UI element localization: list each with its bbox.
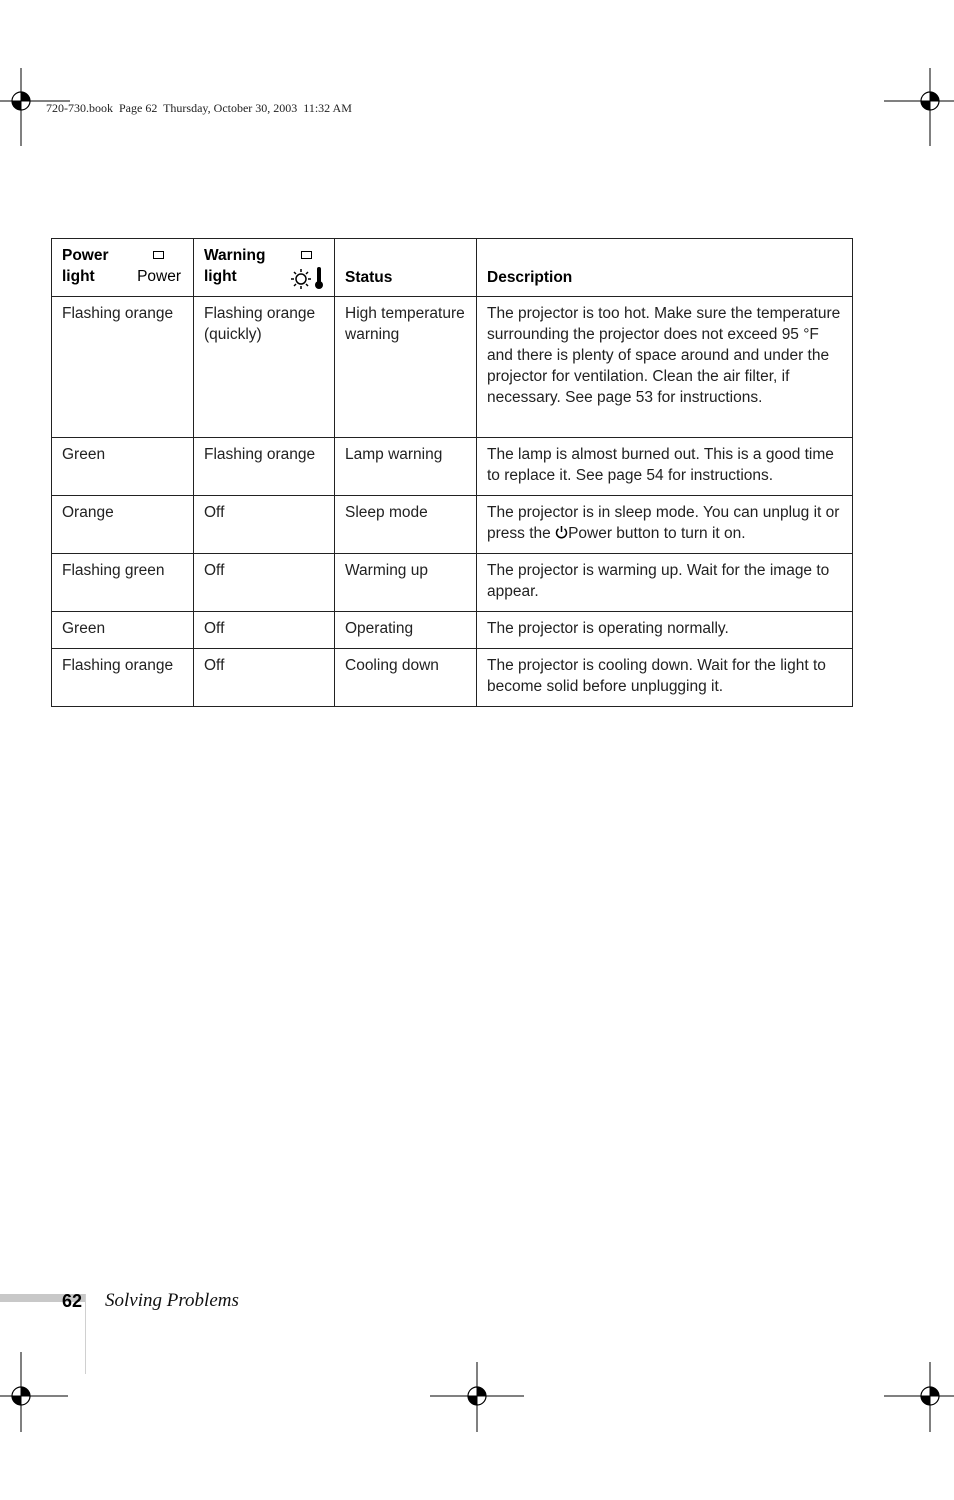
thermometer-icon bbox=[314, 266, 324, 290]
table-row bbox=[52, 649, 853, 707]
header-power-sublabel: Power bbox=[137, 268, 181, 285]
cell-power-light: Flashing orange bbox=[52, 297, 194, 438]
warning-indicator-icon bbox=[301, 251, 312, 259]
description-text-after: button to turn it on. bbox=[612, 525, 746, 542]
cell-power-light: Flashing green bbox=[52, 554, 194, 612]
print-slug: 720-730.book Page 62 Thursday, October 30, 2003 11:32 AM bbox=[46, 101, 352, 115]
cell-warning-light: Off bbox=[194, 612, 335, 649]
warning-symbols bbox=[290, 266, 324, 290]
header-status: Status bbox=[335, 239, 477, 297]
cell-status: Sleep mode bbox=[335, 496, 477, 554]
header-description: Description bbox=[477, 239, 853, 297]
cell-power-light: Flashing orange bbox=[52, 649, 194, 707]
description-power-label: Power bbox=[568, 525, 612, 542]
page-number: 62 bbox=[62, 1291, 83, 1311]
registration-mark-top-right bbox=[884, 56, 954, 146]
power-indicator-icon bbox=[153, 251, 164, 259]
table-row bbox=[52, 496, 853, 554]
cell-status: Cooling down bbox=[335, 649, 477, 707]
cell-power-light: Green bbox=[52, 612, 194, 649]
registration-mark-bottom-center bbox=[430, 1352, 524, 1442]
cell-warning-light: Flashing orange (quickly) bbox=[194, 297, 335, 438]
cell-power-light: Green bbox=[52, 438, 194, 496]
cell-description bbox=[477, 496, 853, 554]
header-power-light bbox=[52, 239, 194, 297]
section-title: Solving Problems bbox=[105, 1290, 239, 1311]
registration-mark-bottom-right bbox=[884, 1352, 954, 1442]
header-warning-light-line1: Warning bbox=[204, 247, 266, 264]
table-row bbox=[52, 438, 853, 496]
header-warning-light bbox=[194, 239, 335, 297]
table-header-row bbox=[52, 239, 853, 297]
cell-description: The projector is too hot. Make sure the temperature surrounding the projector does not exceed 95 °F and there is plenty of space around and under the projector for ventilation. Clean the air filter, if necessary. See page 53 for instructions. bbox=[477, 297, 853, 438]
cell-warning-light: Off bbox=[194, 554, 335, 612]
lamp-icon bbox=[290, 268, 312, 290]
table-row bbox=[52, 612, 853, 649]
cell-warning-light: Flashing orange bbox=[194, 438, 335, 496]
indicator-status-table bbox=[51, 238, 853, 707]
description-text-before: The projector is in sleep mode. You can unplug it or press the bbox=[487, 504, 840, 542]
cell-warning-light: Off bbox=[194, 496, 335, 554]
cell-description: The projector is cooling down. Wait for the light to become solid before unplugging it. bbox=[477, 649, 853, 707]
cell-status: Warming up bbox=[335, 554, 477, 612]
cell-status: High temperature warning bbox=[335, 297, 477, 438]
header-power-light-line1: Power bbox=[62, 247, 109, 264]
table-row bbox=[52, 554, 853, 612]
power-symbol-icon bbox=[555, 525, 568, 539]
footer-rule bbox=[85, 1294, 86, 1374]
cell-description: The lamp is almost burned out. This is a good time to replace it. See page 54 for instructions. bbox=[477, 438, 853, 496]
cell-description: The projector is warming up. Wait for the image to appear. bbox=[477, 554, 853, 612]
header-power-light-line2: light bbox=[62, 268, 95, 285]
cell-status: Operating bbox=[335, 612, 477, 649]
cell-description: The projector is operating normally. bbox=[477, 612, 853, 649]
cell-warning-light: Off bbox=[194, 649, 335, 707]
table-row bbox=[52, 297, 853, 438]
registration-mark-bottom-left bbox=[0, 1352, 70, 1442]
cell-status: Lamp warning bbox=[335, 438, 477, 496]
cell-power-light: Orange bbox=[52, 496, 194, 554]
header-warning-light-line2: light bbox=[204, 268, 237, 285]
